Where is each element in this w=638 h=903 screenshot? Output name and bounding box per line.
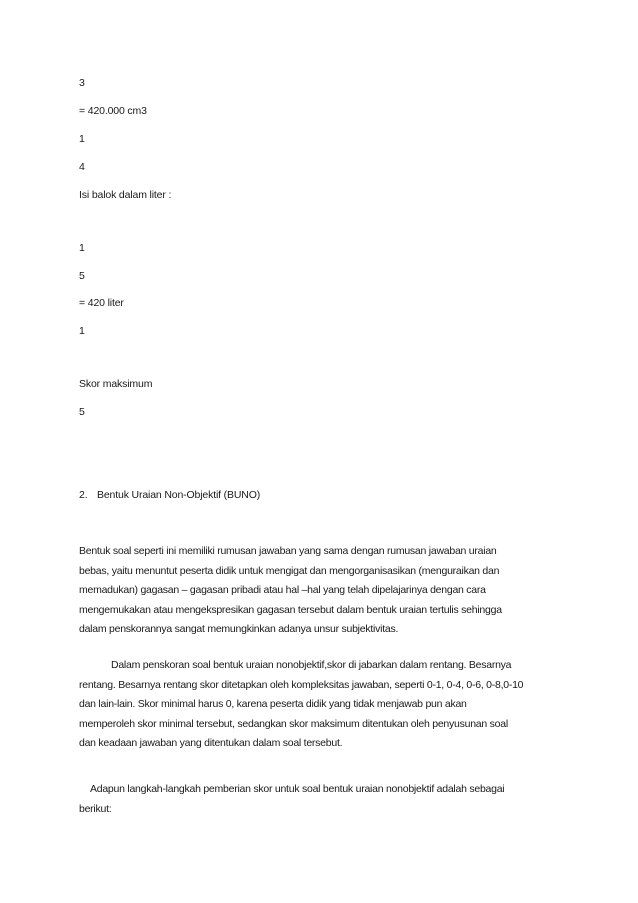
paragraph-line: dan lain-lain. Skor minimal harus 0, karena peserta didik yang tidak menjawab pun akan [79, 698, 467, 711]
paragraph-line: dan keadaan jawaban yang ditentukan dalam soal tersebut. [79, 737, 343, 750]
text-line: Skor maksimum [79, 378, 153, 390]
paragraph-line: dalam penskorannya sangat memungkinkan adanya unsur subjektivitas. [79, 623, 399, 636]
paragraph-line: memperoleh skor minimal tersebut, sedangkan skor maksimum ditentukan oleh penyusunan soal [79, 717, 508, 730]
text-line: 5 [79, 270, 85, 282]
paragraph-line: Dalam penskoran soal bentuk uraian nonobjektif,skor di jabarkan dalam rentang. Besarnya [111, 659, 512, 671]
paragraph-line: berikut: [79, 802, 112, 815]
paragraph [79, 656, 549, 754]
text-line: 1 [79, 133, 85, 145]
text-line: 4 [79, 161, 85, 173]
text-line: 1 [79, 325, 85, 337]
text-line: 3 [79, 77, 85, 89]
section-heading [79, 489, 260, 502]
text-line: 5 [79, 406, 85, 418]
text-line: Isi balok dalam liter : [79, 189, 172, 201]
paragraph [79, 542, 549, 640]
paragraph-line: Bentuk soal seperti ini memiliki rumusan jawaban yang sama dengan rumusan jawaban uraian [79, 545, 497, 557]
paragraph [79, 780, 549, 819]
paragraph-line: Adapun langkah-langkah pemberian skor untuk soal bentuk uraian nonobjektif adalah sebagai [90, 783, 505, 795]
paragraph-line: rentang. Besarnya rentang skor ditetapkan oleh kompleksitas jawaban, seperti 0-1, 0-4, 0-6, 0-8,0-10 [79, 678, 524, 691]
text-line: 1 [79, 242, 85, 254]
paragraph-line: bebas, yaitu menuntut peserta didik untuk mengigat dan mengorganisasikan (menguraikan dan [79, 564, 500, 577]
paragraph-line: memadukan) gagasan – gagasan pribadi atau hal –hal yang telah dipelajarinya dengan cara [79, 584, 486, 597]
text-line: = 420 liter [79, 297, 124, 309]
text-line: = 420.000 cm3 [79, 105, 147, 117]
paragraph-line: mengemukakan atau mengekspresikan gagasan tersebut dalam bentuk uraian tertulis sehingga [79, 603, 502, 616]
section-number: 2. [79, 489, 88, 501]
section-title: Bentuk Uraian Non-Objektif (BUNO) [97, 489, 261, 501]
